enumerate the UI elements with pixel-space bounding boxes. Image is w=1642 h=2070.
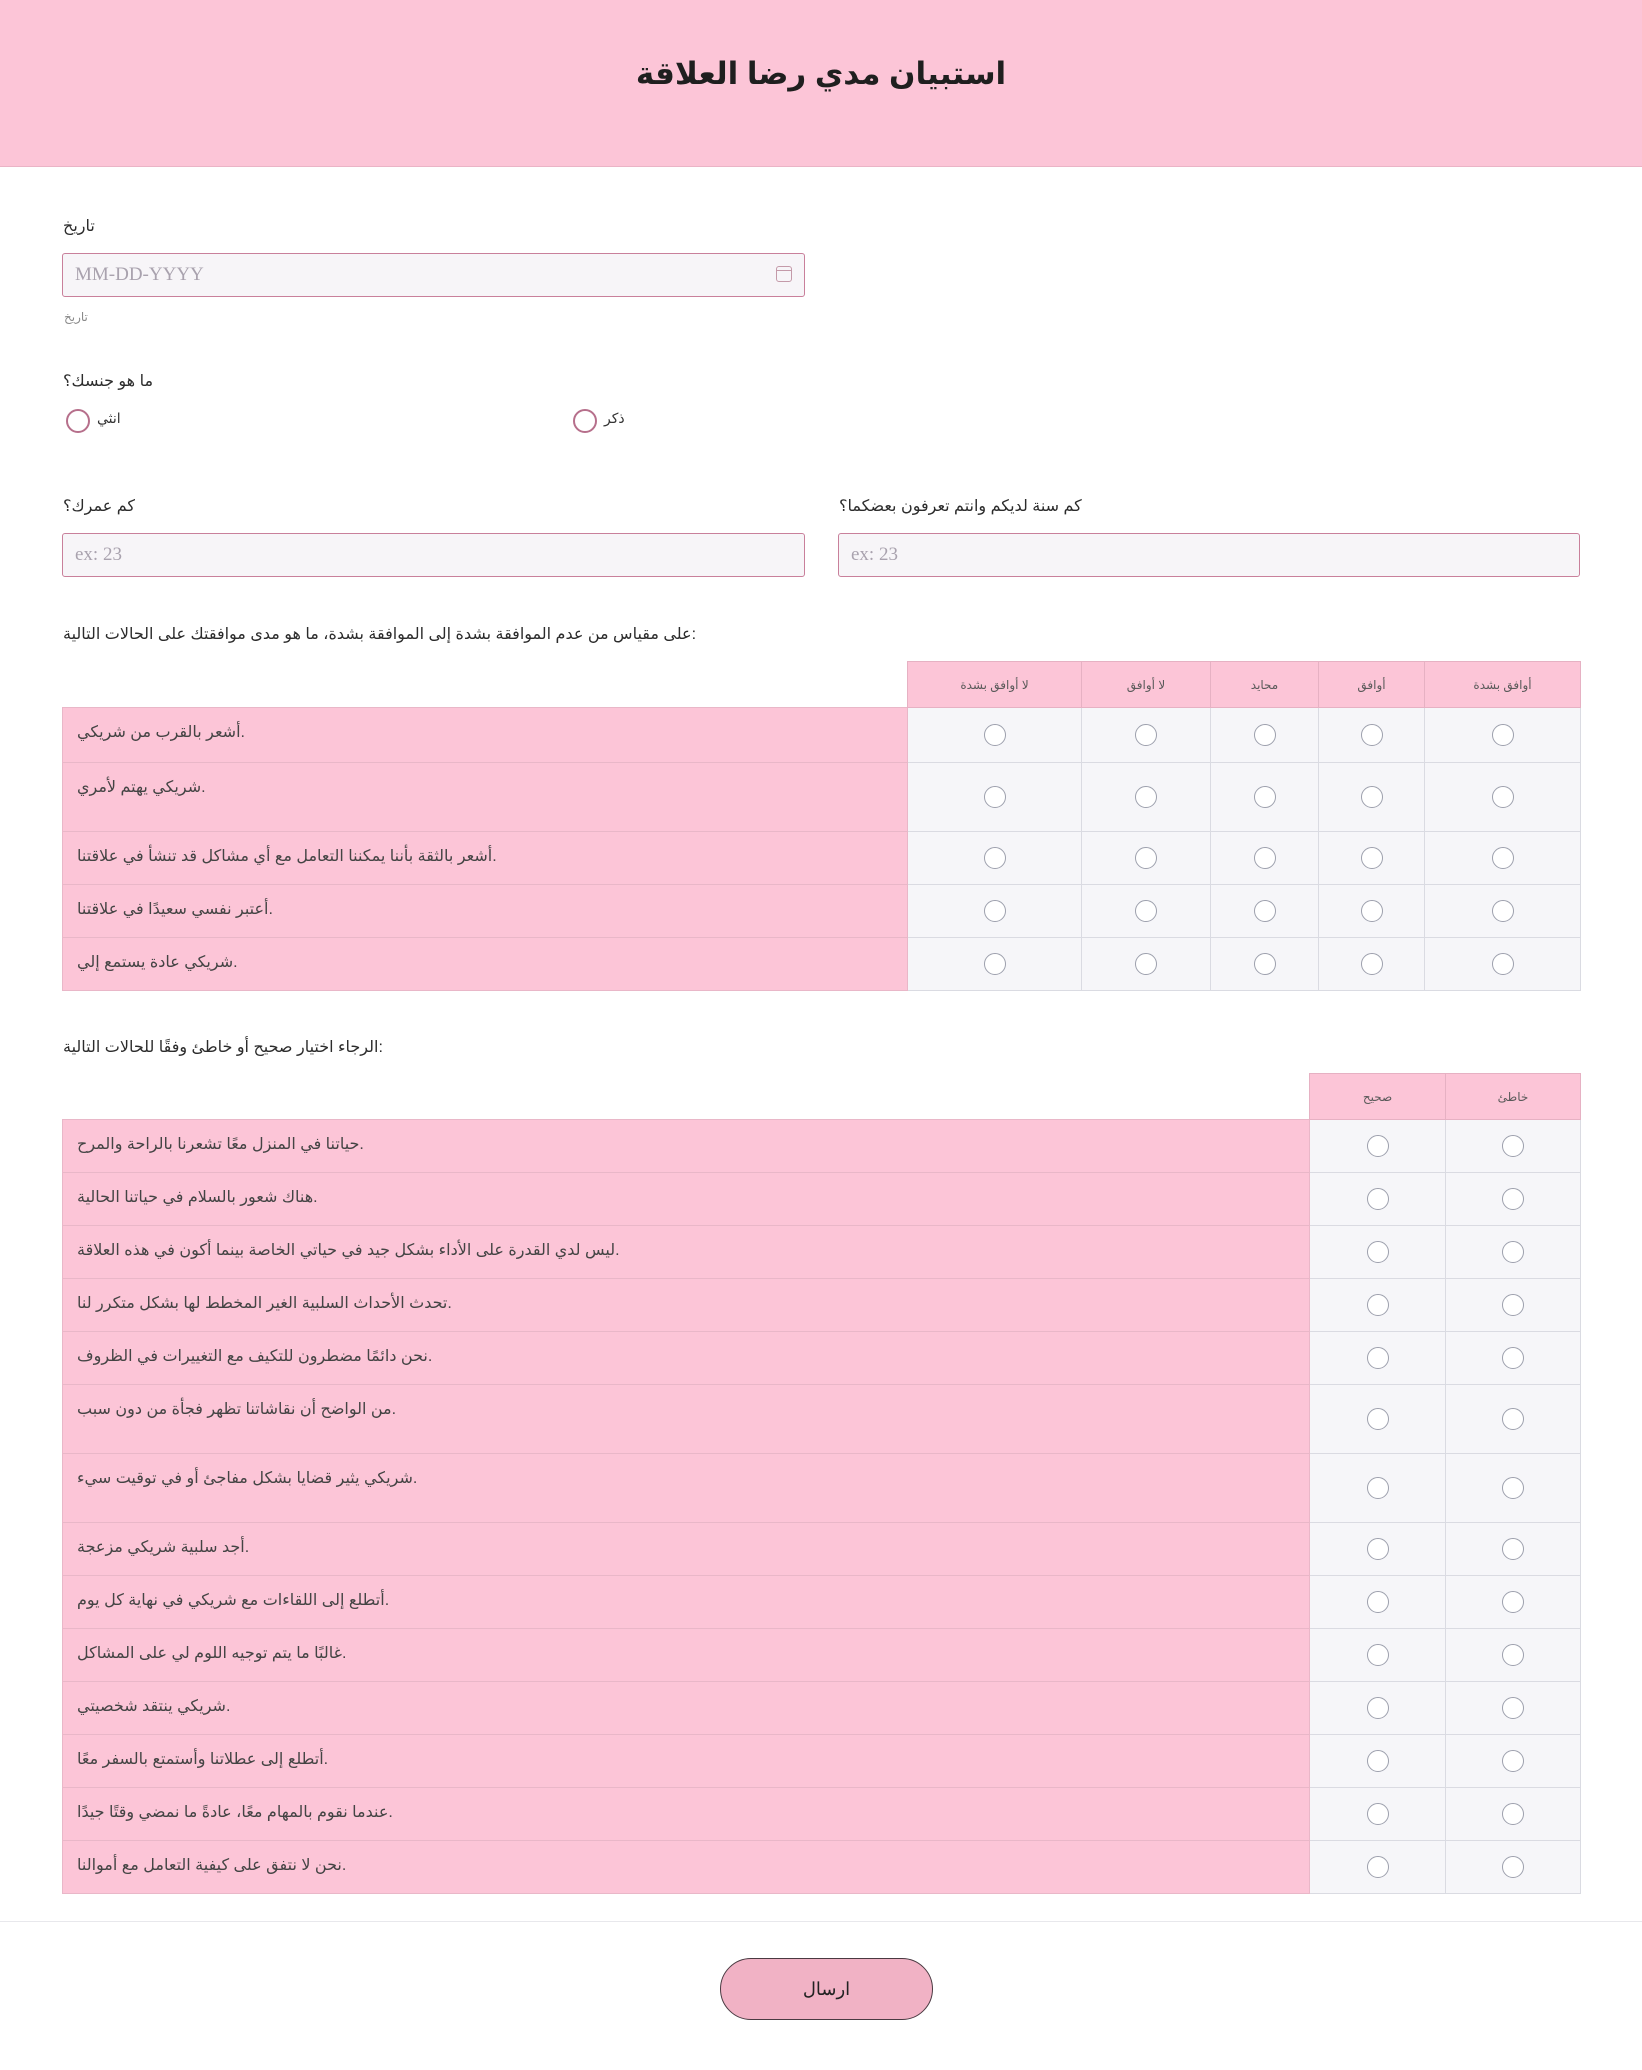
likert-radio[interactable] — [1361, 900, 1383, 922]
truefalse-cell[interactable] — [1446, 1454, 1581, 1523]
likert-radio[interactable] — [1361, 786, 1383, 808]
likert-cell[interactable] — [1082, 708, 1211, 763]
likert-cell[interactable] — [1319, 832, 1425, 885]
likert-cell[interactable] — [1425, 832, 1581, 885]
truefalse-row — [63, 1332, 1581, 1385]
truefalse-cell[interactable] — [1446, 1385, 1581, 1454]
truefalse-cell[interactable] — [1310, 1279, 1446, 1332]
truefalse-row — [63, 1682, 1581, 1735]
truefalse-radio[interactable] — [1502, 1408, 1524, 1430]
form-header — [0, 0, 1642, 167]
truefalse-cell[interactable] — [1310, 1682, 1446, 1735]
truefalse-row — [63, 1523, 1581, 1576]
likert-col-neutral: محايد — [1211, 662, 1319, 708]
likert-col-strongly-agree: أوافق بشدة — [1425, 662, 1581, 708]
truefalse-row-label: حياتنا في المنزل معًا تشعرنا بالراحة والمرح. — [63, 1120, 1310, 1173]
likert-radio[interactable] — [1135, 786, 1157, 808]
likert-radio[interactable] — [1361, 953, 1383, 975]
likert-cell[interactable] — [1211, 763, 1319, 832]
likert-row — [63, 938, 1581, 991]
form-title: استبيان مدي رضا العلاقة — [635, 56, 1007, 91]
truefalse-cell[interactable] — [1446, 1682, 1581, 1735]
truefalse-radio[interactable] — [1367, 1803, 1389, 1825]
truefalse-radio[interactable] — [1502, 1856, 1524, 1878]
truefalse-row-label: نحن لا نتفق على كيفية التعامل مع أموالنا. — [63, 1841, 1310, 1894]
likert-cell[interactable] — [1082, 763, 1211, 832]
likert-radio[interactable] — [1492, 786, 1514, 808]
truefalse-radio[interactable] — [1502, 1538, 1524, 1560]
truefalse-cell[interactable] — [1446, 1120, 1581, 1173]
truefalse-row — [63, 1120, 1581, 1173]
gender-radio-male[interactable] — [573, 409, 597, 433]
likert-radio[interactable] — [984, 786, 1006, 808]
truefalse-cell[interactable] — [1310, 1120, 1446, 1173]
likert-cell[interactable] — [1425, 763, 1581, 832]
truefalse-radio[interactable] — [1502, 1477, 1524, 1499]
likert-radio[interactable] — [1254, 900, 1276, 922]
likert-radio[interactable] — [1492, 900, 1514, 922]
likert-cell[interactable] — [1211, 885, 1319, 938]
likert-cell[interactable] — [908, 708, 1082, 763]
gender-radio-female[interactable] — [66, 409, 90, 433]
likert-row — [63, 885, 1581, 938]
likert-radio[interactable] — [984, 847, 1006, 869]
truefalse-row — [63, 1629, 1581, 1682]
truefalse-radio[interactable] — [1367, 1347, 1389, 1369]
date-input[interactable] — [62, 253, 805, 297]
truefalse-row — [63, 1841, 1581, 1894]
truefalse-row-label: أتطلع إلى عطلاتنا وأستمتع بالسفر معًا. — [63, 1735, 1310, 1788]
truefalse-matrix — [62, 1073, 1581, 1894]
truefalse-header-row — [63, 1074, 1581, 1120]
likert-radio[interactable] — [1254, 786, 1276, 808]
truefalse-cell[interactable] — [1446, 1332, 1581, 1385]
likert-cell[interactable] — [1319, 763, 1425, 832]
truefalse-row-label: هناك شعور بالسلام في حياتنا الحالية. — [63, 1173, 1310, 1226]
truefalse-cell[interactable] — [1310, 1226, 1446, 1279]
likert-header-blank — [63, 662, 908, 708]
likert-cell[interactable] — [1319, 708, 1425, 763]
likert-cell[interactable] — [1425, 938, 1581, 991]
date-label: تاريخ — [63, 218, 95, 235]
likert-cell[interactable] — [1425, 885, 1581, 938]
truefalse-cell[interactable] — [1446, 1279, 1581, 1332]
likert-cell[interactable] — [1082, 832, 1211, 885]
truefalse-header-blank — [63, 1074, 1310, 1120]
likert-radio[interactable] — [1254, 847, 1276, 869]
years-placeholder: ex: 23 — [851, 544, 898, 565]
date-sublabel: تاريخ — [64, 310, 88, 324]
likert-row-label: شريكي يهتم لأمري. — [63, 763, 908, 832]
likert-radio[interactable] — [1492, 847, 1514, 869]
truefalse-row-label: أجد سلبية شريكي مزعجة. — [63, 1523, 1310, 1576]
age-placeholder: ex: 23 — [75, 544, 122, 565]
truefalse-cell[interactable] — [1310, 1332, 1446, 1385]
likert-radio[interactable] — [984, 724, 1006, 746]
likert-radio[interactable] — [1135, 847, 1157, 869]
truefalse-cell[interactable] — [1446, 1226, 1581, 1279]
truefalse-cell[interactable] — [1310, 1576, 1446, 1629]
truefalse-cell[interactable] — [1446, 1629, 1581, 1682]
truefalse-cell[interactable] — [1446, 1576, 1581, 1629]
truefalse-radio[interactable] — [1502, 1294, 1524, 1316]
truefalse-row-label: شريكي ينتقد شخصيتي. — [63, 1682, 1310, 1735]
footer-divider — [0, 1921, 1642, 1922]
truefalse-radio[interactable] — [1502, 1750, 1524, 1772]
age-label: كم عمرك؟ — [63, 498, 136, 515]
likert-radio[interactable] — [1361, 847, 1383, 869]
truefalse-row-label: أتطلع إلى اللقاءات مع شريكي في نهاية كل يوم. — [63, 1576, 1310, 1629]
truefalse-row-label: ليس لدي القدرة على الأداء بشكل جيد في حياتي الخاصة بينما أكون في هذه العلاقة. — [63, 1226, 1310, 1279]
truefalse-row — [63, 1454, 1581, 1523]
likert-col-agree: أوافق — [1319, 662, 1425, 708]
truefalse-col-true: صحيح — [1310, 1074, 1446, 1120]
truefalse-radio[interactable] — [1367, 1188, 1389, 1210]
likert-row-label: شريكي عادة يستمع إلي. — [63, 938, 908, 991]
truefalse-cell[interactable] — [1446, 1523, 1581, 1576]
likert-row-label: أشعر بالقرب من شريكي. — [63, 708, 908, 763]
truefalse-radio[interactable] — [1367, 1644, 1389, 1666]
truefalse-row — [63, 1385, 1581, 1454]
likert-cell[interactable] — [908, 832, 1082, 885]
truefalse-cell[interactable] — [1310, 1629, 1446, 1682]
truefalse-radio[interactable] — [1502, 1644, 1524, 1666]
likert-cell[interactable] — [1082, 938, 1211, 991]
gender-question: ما هو جنسك؟ — [63, 373, 154, 390]
truefalse-cell[interactable] — [1310, 1173, 1446, 1226]
likert-row-label: أعتبر نفسي سعيدًا في علاقتنا. — [63, 885, 908, 938]
truefalse-radio[interactable] — [1502, 1697, 1524, 1719]
truefalse-row — [63, 1279, 1581, 1332]
truefalse-cell[interactable] — [1310, 1735, 1446, 1788]
truefalse-radio[interactable] — [1367, 1591, 1389, 1613]
truefalse-cell[interactable] — [1446, 1788, 1581, 1841]
likert-radio[interactable] — [1492, 724, 1514, 746]
truefalse-cell[interactable] — [1446, 1841, 1581, 1894]
likert-header-row — [63, 662, 1581, 708]
truefalse-row-label: تحدث الأحداث السلبية الغير المخطط لها بشكل متكرر لنا. — [63, 1279, 1310, 1332]
truefalse-radio[interactable] — [1367, 1697, 1389, 1719]
age-input[interactable] — [62, 533, 805, 577]
truefalse-row-label: من الواضح أن نقاشاتنا تظهر فجأة من دون سبب. — [63, 1385, 1310, 1454]
likert-cell[interactable] — [1211, 708, 1319, 763]
likert-radio[interactable] — [1254, 724, 1276, 746]
truefalse-radio[interactable] — [1367, 1538, 1389, 1560]
likert-cell[interactable] — [908, 763, 1082, 832]
truefalse-cell[interactable] — [1310, 1841, 1446, 1894]
truefalse-radio[interactable] — [1502, 1347, 1524, 1369]
truefalse-cell[interactable] — [1310, 1788, 1446, 1841]
likert-cell[interactable] — [1082, 885, 1211, 938]
likert-cell[interactable] — [908, 938, 1082, 991]
truefalse-row — [63, 1576, 1581, 1629]
truefalse-radio[interactable] — [1502, 1591, 1524, 1613]
truefalse-radio[interactable] — [1502, 1803, 1524, 1825]
likert-matrix — [62, 661, 1581, 991]
likert-radio[interactable] — [1361, 724, 1383, 746]
likert-radio[interactable] — [1135, 953, 1157, 975]
truefalse-col-false: خاطئ — [1446, 1074, 1581, 1120]
truefalse-cell[interactable] — [1310, 1454, 1446, 1523]
truefalse-cell[interactable] — [1310, 1523, 1446, 1576]
truefalse-row-label: عندما نقوم بالمهام معًا، عادةً ما نمضي وقتًا جيدًا. — [63, 1788, 1310, 1841]
likert-col-strongly-disagree: لا أوافق بشدة — [908, 662, 1082, 708]
truefalse-radio[interactable] — [1502, 1188, 1524, 1210]
gender-label-female: انثي — [97, 410, 121, 426]
likert-prompt: على مقياس من عدم الموافقة بشدة إلى الموافقة بشدة، ما هو مدى موافقتك على الحالات التالية: — [63, 626, 697, 643]
truefalse-radio[interactable] — [1502, 1135, 1524, 1157]
truefalse-row-label: غالبًا ما يتم توجيه اللوم لي على المشاكل. — [63, 1629, 1310, 1682]
truefalse-cell[interactable] — [1446, 1735, 1581, 1788]
truefalse-radio[interactable] — [1367, 1408, 1389, 1430]
likert-row — [63, 832, 1581, 885]
truefalse-radio[interactable] — [1367, 1135, 1389, 1157]
likert-row-label: أشعر بالثقة بأننا يمكننا التعامل مع أي مشاكل قد تنشأ في علاقتنا. — [63, 832, 908, 885]
truefalse-cell[interactable] — [1446, 1173, 1581, 1226]
truefalse-radio[interactable] — [1367, 1750, 1389, 1772]
truefalse-row — [63, 1173, 1581, 1226]
likert-cell[interactable] — [1319, 938, 1425, 991]
truefalse-radio[interactable] — [1367, 1294, 1389, 1316]
truefalse-radio[interactable] — [1367, 1241, 1389, 1263]
truefalse-row-label: شريكي يثير قضايا بشكل مفاجئ أو في توقيت سيء. — [63, 1454, 1310, 1523]
likert-row — [63, 763, 1581, 832]
likert-cell[interactable] — [1425, 708, 1581, 763]
years-input[interactable] — [838, 533, 1580, 577]
likert-col-disagree: لا أوافق — [1082, 662, 1211, 708]
truefalse-row-label: نحن دائمًا مضطرون للتكيف مع التغييرات في الظروف. — [63, 1332, 1310, 1385]
gender-label-male: ذكر — [604, 410, 625, 426]
likert-radio[interactable] — [1492, 953, 1514, 975]
years-label: كم سنة لديكم وانتم تعرفون بعضكما؟ — [839, 498, 1082, 515]
truefalse-radio[interactable] — [1502, 1241, 1524, 1263]
likert-radio[interactable] — [984, 900, 1006, 922]
truefalse-row — [63, 1788, 1581, 1841]
likert-cell[interactable] — [1211, 938, 1319, 991]
truefalse-row — [63, 1735, 1581, 1788]
likert-radio[interactable] — [1135, 900, 1157, 922]
submit-button[interactable]: ارسال — [720, 1958, 933, 2020]
calendar-icon[interactable] — [776, 266, 792, 282]
date-placeholder: MM-DD-YYYY — [75, 264, 204, 285]
likert-cell[interactable] — [1319, 885, 1425, 938]
likert-cell[interactable] — [1211, 832, 1319, 885]
truefalse-radio[interactable] — [1367, 1856, 1389, 1878]
truefalse-cell[interactable] — [1310, 1385, 1446, 1454]
likert-radio[interactable] — [1254, 953, 1276, 975]
likert-row — [63, 708, 1581, 763]
likert-radio[interactable] — [1135, 724, 1157, 746]
truefalse-row — [63, 1226, 1581, 1279]
truefalse-radio[interactable] — [1367, 1477, 1389, 1499]
likert-cell[interactable] — [908, 885, 1082, 938]
likert-radio[interactable] — [984, 953, 1006, 975]
truefalse-prompt: الرجاء اختيار صحيح أو خاطئ وفقًا للحالات التالية: — [63, 1039, 383, 1056]
